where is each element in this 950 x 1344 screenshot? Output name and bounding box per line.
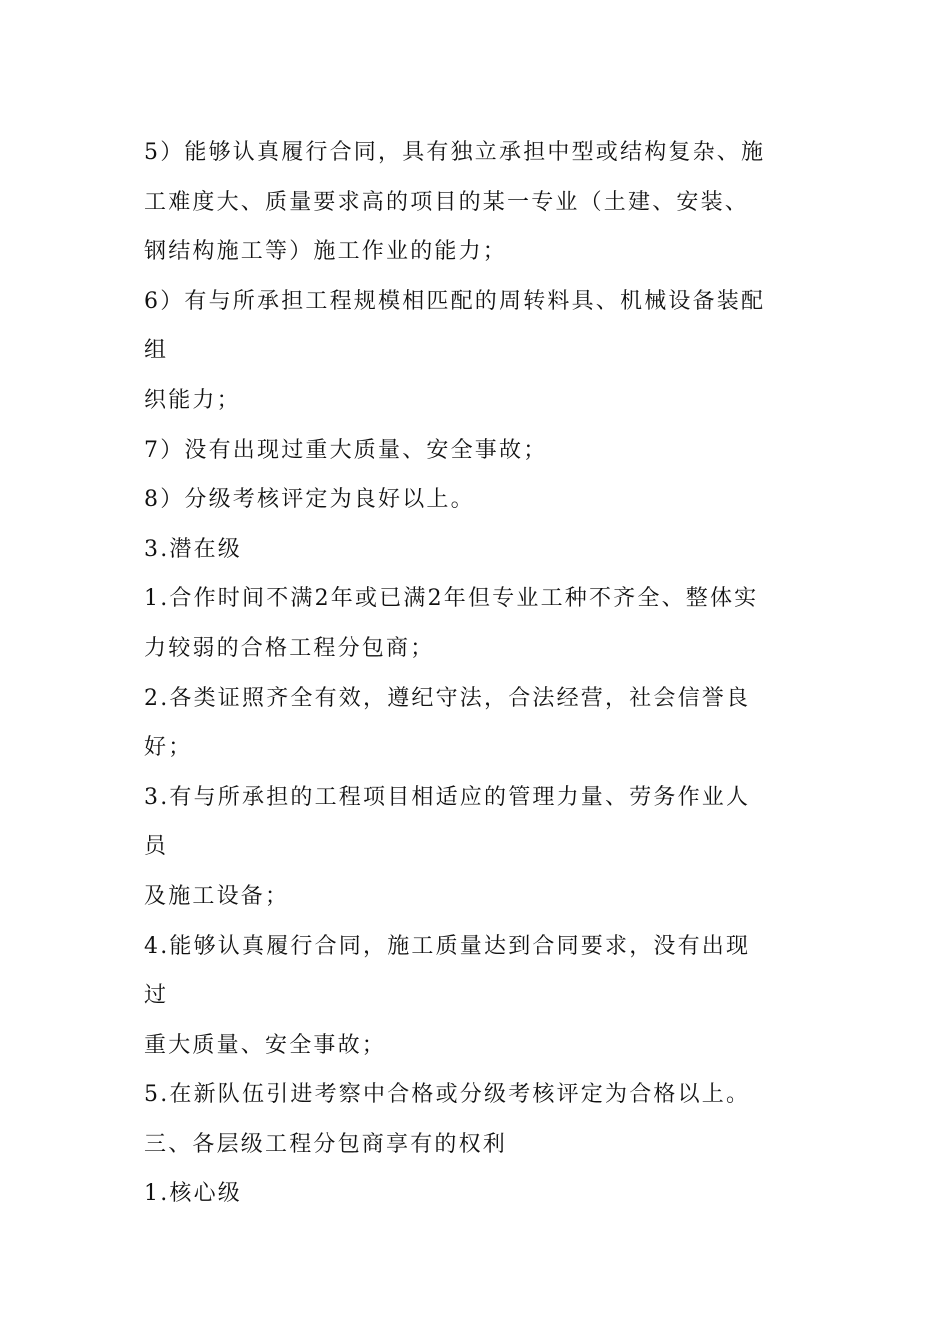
text-line: 好； xyxy=(144,735,193,761)
text-line: 过 xyxy=(144,983,169,1009)
text-line: 3.有与所承担的工程项目相适应的管理力量、劳务作业人 xyxy=(144,784,751,810)
text-line: 2.各类证照齐全有效，遵纪守法，合法经营，社会信誉良 xyxy=(144,685,751,711)
document-body xyxy=(144,128,814,1219)
text-line: 力较弱的合格工程分包商； xyxy=(144,635,435,661)
text-line: 8）分级考核评定为良好以上。 xyxy=(144,487,475,513)
text-line: 1.合作时间不满2年或已满2年但专业工种不齐全、整体实 xyxy=(144,586,759,612)
text-line: 重大质量、安全事故； xyxy=(144,1032,387,1058)
text-line: 6）有与所承担工程规模相匹配的周转料具、机械设备装配 xyxy=(144,288,766,314)
text-line: 及施工设备； xyxy=(144,883,290,909)
text-line: 组 xyxy=(144,338,169,364)
text-line: 4.能够认真履行合同，施工质量达到合同要求，没有出现 xyxy=(144,933,751,959)
text-line: 5.在新队伍引进考察中合格或分级考核评定为合格以上。 xyxy=(144,1082,751,1108)
text-line: 织能力； xyxy=(144,387,241,413)
text-line: 5）能够认真履行合同，具有独立承担中型或结构复杂、施 xyxy=(144,140,766,165)
section-heading: 3.潜在级 xyxy=(144,536,242,562)
text-line: 钢结构施工等）施工作业的能力； xyxy=(144,239,508,265)
text-line: 工难度大、质量要求高的项目的某一专业（土建、安装、 xyxy=(144,189,750,215)
section-heading: 三、各层级工程分包商享有的权利 xyxy=(144,1131,508,1157)
text-line: 7）没有出现过重大质量、安全事故； xyxy=(144,437,548,463)
section-heading: 1.核心级 xyxy=(144,1181,242,1207)
text-line: 员 xyxy=(144,834,169,860)
